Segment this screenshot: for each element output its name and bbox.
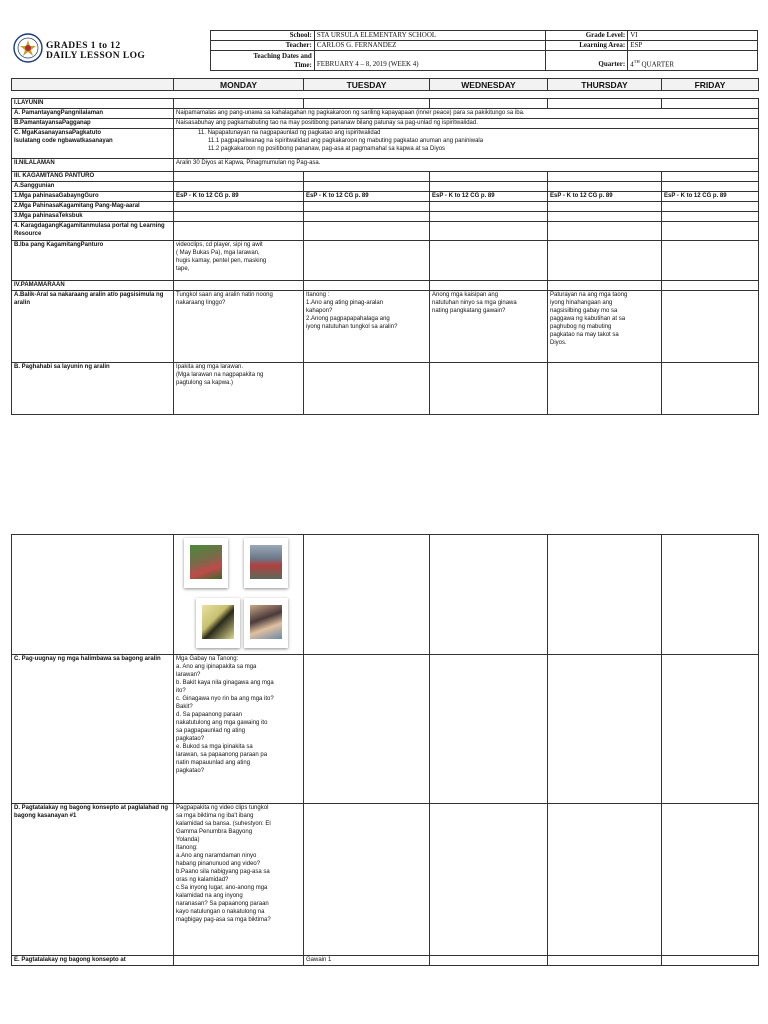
grade-level-value: VI xyxy=(628,31,758,41)
quarter-label: Quarter: xyxy=(546,51,628,71)
gabay-guro-thursday: EsP - K to 12 CG p. 89 xyxy=(548,192,662,202)
pagtalakay-2-label: E. Pagtatalakay ng bagong konsepto at xyxy=(12,956,174,966)
photo-helping-4 xyxy=(244,598,288,648)
day-header-row xyxy=(12,79,759,91)
layunin-label: I.LAYUNIN xyxy=(12,99,174,109)
pamantayan-pagganap-row xyxy=(12,119,759,129)
kasanayan-row xyxy=(12,129,759,159)
kasanayan-11: 11. Napapatunayan na nagpapaunlad ng pagkatao ang ispiritwalidad xyxy=(198,130,381,136)
quarter-word: QUARTER xyxy=(639,60,675,68)
learning-area-value: ESP xyxy=(628,41,758,51)
photo-helping-1 xyxy=(184,538,228,588)
sanggunian-label: A.Sanggunian xyxy=(12,182,174,192)
layunin-row xyxy=(12,99,759,109)
kagamitang-panturo-label: III. KAGAMITANG PANTURO xyxy=(12,172,174,182)
pagtalakay-1-label: D. Pagtatalakay ng bagong konsepto at paglalahad ng bagong kasanayan #1 xyxy=(12,804,174,956)
pagtalakay-1-row xyxy=(12,804,759,956)
kagamitan-mag-aaral-row xyxy=(12,202,759,212)
form-title-line1: GRADES 1 to 12 xyxy=(46,41,121,51)
teaching-dates-label-1: Teaching Dates and xyxy=(253,51,312,60)
pamantayan-pagganap-text: Naisasabuhay ang pagkamabuting tao na may positibong pananaw bilang patunay sa pag-unlad ng ispiritwalidad. xyxy=(174,119,759,129)
kagamitan-mag-aaral-label: 2.Mga PahinasaKagamitang Pang-Mag-aaral xyxy=(12,202,174,212)
deped-seal-logo xyxy=(13,33,43,63)
karagdagang-label: 4. KaragdagangKagamitanmulasa portal ng Learning Resource xyxy=(12,222,174,241)
balik-aral-wednesday: Anong mga kaisipan ang natutuhan ninyo sa mga ginawa nating pangkatang gawain? xyxy=(430,291,548,363)
pamantayang-pangnilalaman-label: A. PamantayangPangnilalaman xyxy=(12,109,174,119)
nilalaman-row xyxy=(12,159,759,172)
day-tuesday: TUESDAY xyxy=(304,79,430,91)
pamantayan-pagganap-label: B.PamantayansaPagganap xyxy=(12,119,174,129)
gabay-guro-row xyxy=(12,192,759,202)
photo-helping-4-image xyxy=(250,605,282,639)
teaching-dates-label xyxy=(211,51,315,71)
photo-helping-3 xyxy=(196,598,240,648)
teacher-label: Teacher: xyxy=(211,41,315,51)
day-monday: MONDAY xyxy=(174,79,304,91)
lesson-log-table xyxy=(11,78,759,415)
day-thursday: THURSDAY xyxy=(548,79,662,91)
quarter-number: 4 xyxy=(630,60,634,68)
header-info-table xyxy=(210,30,758,71)
sanggunian-row xyxy=(12,182,759,192)
gabay-guro-monday: EsP - K to 12 CG p. 89 xyxy=(174,192,304,202)
paghahabi-row xyxy=(12,363,759,415)
nilalaman-label: II.NILALAMAN xyxy=(12,159,174,172)
pagtalakay-1-monday: Pagpapakita ng video clips tungkol sa mga biktima ng iba't ibang kalamidad sa bansa. (suhestyon: El Gamma Penumbra Bagyong Yolanda) Itanong: a.Ano ang naramdaman ninyo habang pinanunuod ang video? b.Paano sila nabigyang pag-asa sa oras ng kalamidad? c.Sa inyong lugar, ano-anong mga kalamidad na ang inyong naranasan? Sa papaanong paraan kayo natulungan o nakatulong na magbigay pag-asa sa mga biktima? xyxy=(174,804,304,956)
balik-aral-label: A.Balik-Aral sa nakaraang aralin at/o pagsisimula ng aralin xyxy=(12,291,174,363)
karagdagang-row xyxy=(12,222,759,241)
teksbuk-row xyxy=(12,212,759,222)
kasanayan-11-1: 11.1 pagpapaliwanag na ispiritwalidad ang pagkakaroon ng mabuting pagkatao anuman ang paniniwala xyxy=(208,138,484,144)
gabay-guro-friday: EsP - K to 12 CG p. 89 xyxy=(662,192,759,202)
teksbuk-label: 3.Mga pahinasaTeksbuk xyxy=(12,212,174,222)
gabay-guro-label: 1.Mga pahinasaGabayngGuro xyxy=(12,192,174,202)
form-title xyxy=(46,41,145,61)
paghahabi-label: B. Paghahabi sa layunin ng aralin xyxy=(12,363,174,415)
kagamitang-panturo-row xyxy=(12,172,759,182)
lesson-log-table-continued xyxy=(11,534,759,966)
iba-pang-kagamitan-row xyxy=(12,241,759,281)
pag-uugnay-label: C. Pag-uugnay ng mga halimbawa sa bagong aralin xyxy=(12,655,174,804)
kasanayan-11-2: 11.2 pagkakaroon ng positibong pananaw, pag-asa at pagmamahal sa kapwa at sa Diyos xyxy=(208,146,446,152)
gabay-guro-tuesday: EsP - K to 12 CG p. 89 xyxy=(304,192,430,202)
grade-level-label: Grade Level: xyxy=(546,31,628,41)
photo-helping-2-image xyxy=(250,545,282,579)
pamamaraan-row xyxy=(12,281,759,291)
balik-aral-thursday: Paturayan na ang mga taong iyong hinahangaan ang nagsisilbing gabay mo sa paggawa ng kabutihan at sa paghubog ng mabuting pagkatao na may takot sa Diyos. xyxy=(548,291,662,363)
teaching-dates-label-2: Time: xyxy=(294,60,312,69)
iba-pang-kagamitan-label: B.Iba pang KagamitangPanturo xyxy=(12,241,174,281)
pamantayang-pangnilalaman-row xyxy=(12,109,759,119)
day-wednesday: WEDNESDAY xyxy=(430,79,548,91)
paghahabi-monday: Ipakita ang mga larawan. (Mga larawan na nagpapakita ng pagtulong sa kapwa.) xyxy=(174,363,304,415)
pag-uugnay-monday: Mga Gabay na Tanong: a. Ano ang ipinapakita sa mga larawan? b. Bakit kaya nila ginagawa ang mga ito? c. Ginagawa nyo rin ba ang mga ito? Bakit? d. Sa papaanong paraan nakatutulong ang mga gawaing ito sa pagpapaunlad ng ating pagkatao? e. Bukod sa mga ipinakita sa larawan, sa papaanong paraan pa natin mapauunlad ang ating pagkatao? xyxy=(174,655,304,804)
quarter-value xyxy=(628,51,758,71)
school-label: School: xyxy=(211,31,315,41)
balik-aral-tuesday: Itanong : 1.Ano ang ating pinag-aralan kahapon? 2.Anong pagpapapahalaga ang iyong natutuhan tungkol sa aralin? xyxy=(304,291,430,363)
pagtalakay-2-tuesday: Gawain 1 xyxy=(304,956,430,966)
photo-helping-1-image xyxy=(190,545,222,579)
pag-uugnay-row xyxy=(12,655,759,804)
teacher-value: CARLOS G. FERNANDEZ xyxy=(314,41,546,51)
balik-aral-row xyxy=(12,291,759,363)
iba-pang-kagamitan-monday: videoclips, cd player, sipi ng awit ( May Bukas Pa), mga larawan, hugis kamay, pentel pen, masking tape, xyxy=(174,241,304,281)
pamantayang-pangnilalaman-text: Naipamamalas ang pang-unawa sa kahalagahan ng pagkakaroon ng sariling kapayapaan (inner peace) para sa pakikitungo sa iba. xyxy=(174,109,759,119)
quarter-suffix: TH xyxy=(633,58,640,64)
photos-cell xyxy=(174,535,304,655)
photo-helping-3-image xyxy=(202,605,234,639)
kasanayan-label: C. MgaKasanayansaPagkatuto Isulatang code ngbawatkasanayan xyxy=(12,129,174,159)
kasanayan-text xyxy=(174,129,759,159)
pagtalakay-2-row xyxy=(12,956,759,966)
day-friday: FRIDAY xyxy=(662,79,759,91)
learning-area-label: Learning Area: xyxy=(546,41,628,51)
paghahabi-photos-row xyxy=(12,535,759,655)
blank-header-cell xyxy=(12,79,174,91)
form-title-line2: DAILY LESSON LOG xyxy=(46,51,146,61)
school-value: STA URSULA ELEMENTARY SCHOOL xyxy=(314,31,546,41)
photo-helping-2 xyxy=(244,538,288,588)
gabay-guro-wednesday: EsP - K to 12 CG p. 89 xyxy=(430,192,548,202)
balik-aral-monday: Tungkol saan ang aralin natin noong nakaraang linggo? xyxy=(174,291,304,363)
nilalaman-text: Aralin 30 Diyos at Kapwa, Pinagmumulan ng Pag-asa. xyxy=(174,159,759,172)
pamamaraan-label: IV.PAMAMARAAN xyxy=(12,281,174,291)
teaching-dates-value: FEBRUARY 4 – 8, 2019 (WEEK 4) xyxy=(314,51,546,71)
